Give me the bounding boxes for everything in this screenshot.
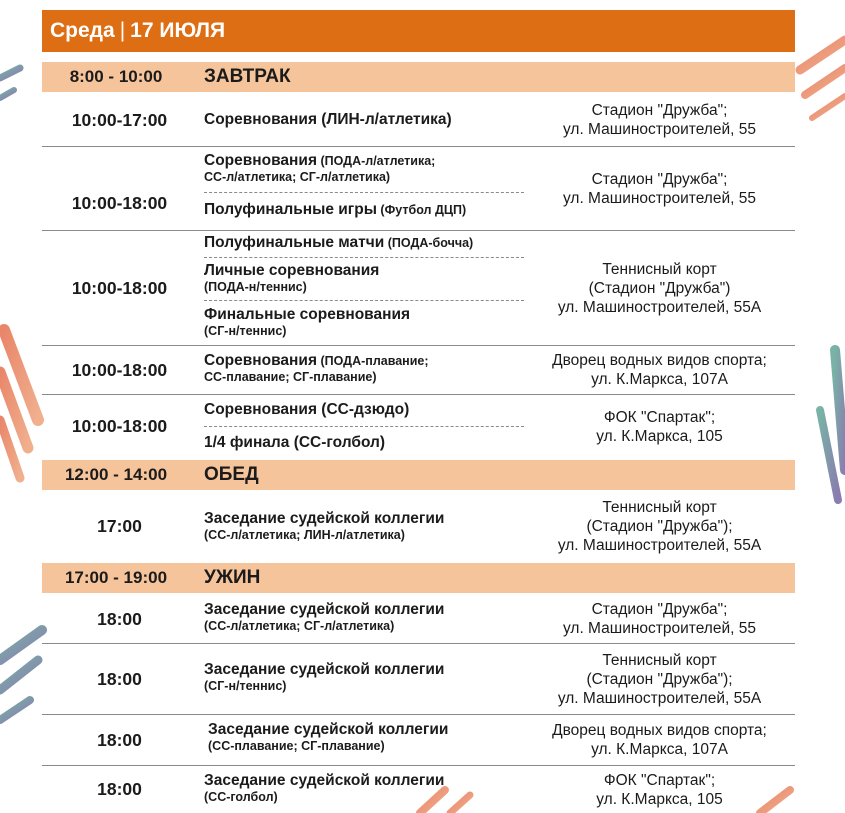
event-title: Соревнования	[204, 152, 317, 169]
event-detail: (СГ-н/теннис)	[204, 679, 287, 693]
schedule-row	[42, 644, 795, 715]
event-detail: (СС-л/атлетика; СГ-л/атлетика)	[204, 619, 395, 633]
event-place	[524, 715, 795, 765]
day-name: Среда	[50, 19, 115, 42]
header-separator: |	[119, 19, 126, 42]
event	[204, 306, 524, 339]
event-title: Заседание судейской коллегии	[208, 721, 449, 738]
place-line: Теннисный корт	[602, 498, 717, 516]
event-detail: СС-плавание; СГ-плавание)	[204, 370, 377, 384]
place-line: ФОК "Спартак";	[603, 771, 716, 789]
event-detail: (Футбол ДЦП)	[376, 203, 467, 217]
event-place	[524, 94, 795, 146]
row-time: 10:00-18:00	[71, 359, 168, 380]
schedule-row	[42, 715, 795, 766]
event	[204, 111, 524, 129]
place-line: ул. К.Маркса, 107А	[591, 741, 728, 758]
event-title: Полуфинальные матчи	[204, 234, 385, 251]
event	[204, 601, 524, 634]
event-detail: СС-л/атлетика; СГ-л/атлетика)	[204, 170, 391, 184]
meal-name: УЖИН	[204, 567, 261, 588]
event-place	[524, 231, 795, 345]
event-detail: (ПОДА-плавание;	[317, 354, 429, 368]
row-time: 18:00	[97, 779, 142, 799]
event-place	[524, 766, 795, 813]
place-line: ул. К.Маркса, 105	[596, 790, 723, 808]
event	[204, 352, 524, 385]
place-line: ул. Машиностроителей, 55А	[557, 689, 762, 707]
meal-name: ЗАВТРАК	[204, 66, 291, 87]
event-place	[524, 644, 795, 714]
event	[204, 510, 524, 543]
event-place	[524, 395, 795, 458]
event-place	[524, 147, 795, 230]
row-time: 17:00	[97, 515, 142, 536]
event-title: 1/4 финала (СС-голбол)	[204, 434, 386, 451]
event	[204, 262, 524, 295]
row-time: 18:00	[97, 608, 142, 629]
meal-time: 12:00 - 14:00	[64, 465, 168, 484]
place-line: Стадион "Дружба";	[591, 601, 728, 618]
schedule-row	[42, 346, 795, 395]
event-detail: (ПОДА-л/атлетика;	[317, 154, 436, 168]
event	[204, 201, 524, 219]
meal-dinner	[42, 563, 795, 593]
event-title: Заседание судейской коллегии	[204, 601, 445, 618]
event	[204, 401, 524, 419]
divider	[204, 257, 524, 258]
schedule-row	[42, 231, 795, 346]
event-detail: (ПОДА-н/теннис)	[204, 280, 307, 294]
place-line: Дворец водных видов спорта;	[552, 352, 767, 369]
place-line: (Стадион "Дружба")	[588, 279, 731, 297]
day-date: 17 ИЮЛЯ	[130, 19, 226, 42]
event	[204, 772, 524, 805]
event-place	[524, 595, 795, 643]
place-line: ул. Машиностроителей, 55А	[557, 298, 762, 316]
place-line: Теннисный корт	[602, 651, 717, 669]
schedule-row	[42, 766, 795, 813]
schedule-row	[42, 94, 795, 147]
place-line: ФОК "Спартак";	[603, 408, 716, 426]
place-line: Теннисный корт	[602, 260, 717, 278]
event-place	[524, 492, 795, 560]
day-header	[42, 10, 795, 52]
event-title: Соревнования	[204, 352, 317, 369]
event-detail: (СС-голбол)	[204, 790, 278, 804]
place-line: ул. Машиностроителей, 55	[562, 189, 756, 207]
event	[204, 234, 524, 252]
place-line: Стадион "Дружба";	[591, 102, 728, 119]
event-title: Соревнования (ЛИН-л/атлетика)	[204, 111, 452, 128]
row-time: 10:00-17:00	[71, 109, 168, 130]
place-line: ул. Машиностроителей, 55	[562, 121, 756, 138]
place-line: ул. К.Маркса, 105	[596, 427, 723, 445]
divider	[204, 300, 524, 301]
row-time: 10:00-18:00	[71, 416, 168, 436]
event-title: Полуфинальные игры	[204, 201, 377, 218]
row-time: 10:00-18:00	[71, 277, 168, 298]
event	[204, 434, 524, 452]
event-detail: (СС-л/атлетика; ЛИН-л/атлетика)	[204, 528, 405, 542]
meal-name: ОБЕД	[204, 464, 259, 485]
meal-breakfast	[42, 62, 795, 92]
place-line: (Стадион "Дружба");	[586, 517, 733, 535]
place-line: ул. Машиностроителей, 55	[562, 620, 756, 637]
event	[204, 661, 524, 694]
event-title: Заседание судейской коллегии	[204, 772, 445, 789]
row-time: 18:00	[97, 729, 142, 750]
divider	[204, 192, 524, 193]
schedule-row	[42, 595, 795, 644]
place-line: ул. К.Маркса, 107А	[591, 371, 728, 388]
event	[204, 152, 524, 185]
event	[208, 721, 528, 754]
event-detail: (СГ-н/теннис)	[204, 324, 287, 338]
event-place	[524, 346, 795, 394]
divider	[204, 426, 524, 427]
row-time: 18:00	[97, 668, 142, 689]
event-title: Заседание судейской коллегии	[204, 661, 445, 678]
place-line: Стадион "Дружба";	[591, 170, 728, 188]
event-title: Соревнования (СС-дзюдо)	[204, 401, 410, 418]
schedule-row	[42, 492, 795, 560]
event-title: Заседание судейской коллегии	[204, 510, 445, 527]
meal-time: 17:00 - 19:00	[64, 568, 168, 587]
event-detail: (СС-плавание; СГ-плавание)	[208, 739, 385, 753]
event-title: Личные соревнования	[204, 262, 380, 279]
schedule-row	[42, 395, 795, 458]
place-line: ул. Машиностроителей, 55А	[557, 536, 762, 554]
meal-time: 8:00 - 10:00	[69, 67, 163, 86]
place-line: (Стадион "Дружба");	[586, 670, 733, 688]
place-line: Дворец водных видов спорта;	[552, 722, 767, 739]
schedule-row	[42, 147, 795, 231]
event-detail: (ПОДА-бочча)	[384, 236, 474, 250]
event-title: Финальные соревнования	[204, 306, 411, 323]
meal-lunch	[42, 460, 795, 490]
row-time: 10:00-18:00	[71, 193, 168, 213]
